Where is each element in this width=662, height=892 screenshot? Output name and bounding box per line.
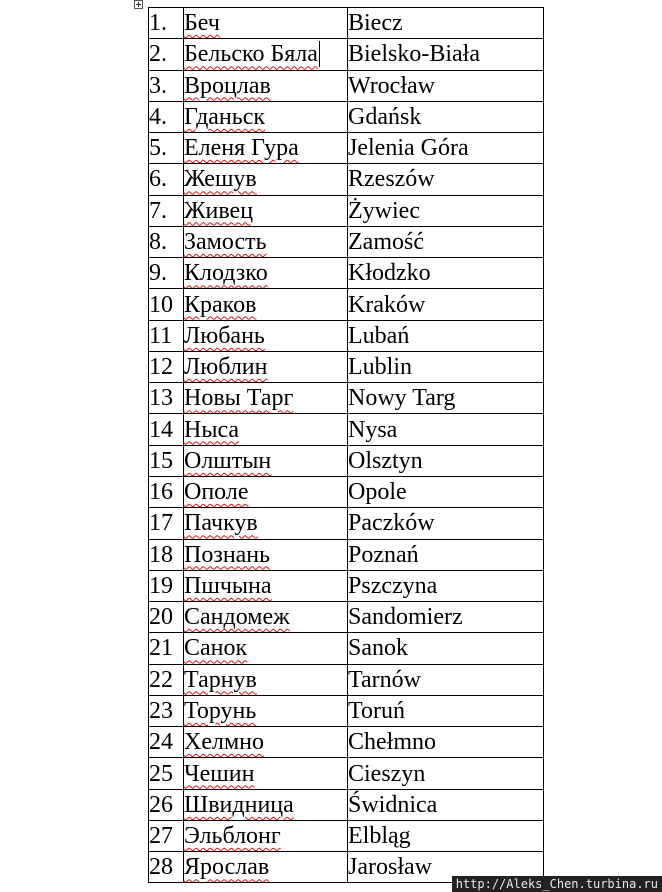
table-row	[149, 570, 544, 601]
row-number: 18	[149, 539, 184, 570]
row-number: 22	[149, 664, 184, 695]
russian-name: Бельско Бяла	[184, 41, 318, 68]
russian-name-cell[interactable]	[184, 789, 348, 820]
row-number: 15	[149, 445, 184, 476]
polish-name[interactable]: Lubań	[348, 320, 544, 351]
russian-name: Клодзко	[184, 260, 268, 287]
table-row	[149, 8, 544, 39]
polish-name[interactable]: Wrocław	[348, 70, 544, 101]
russian-name-cell[interactable]	[184, 476, 348, 507]
text-cursor	[319, 41, 320, 67]
russian-name: Олштын	[184, 447, 272, 474]
row-number: 23	[149, 695, 184, 726]
table-row	[149, 414, 544, 445]
russian-name: Познань	[184, 541, 271, 568]
polish-name[interactable]: Jelenia Góra	[348, 133, 544, 164]
russian-name: Швидница	[184, 791, 294, 818]
polish-name[interactable]: Kłodzko	[348, 258, 544, 289]
row-number: 2.	[149, 39, 184, 70]
polish-name[interactable]: Cieszyn	[348, 758, 544, 789]
row-number: 13	[149, 383, 184, 414]
russian-name: Беч	[184, 10, 220, 37]
russian-name-cell[interactable]	[184, 8, 348, 39]
russian-name: Пшчына	[184, 572, 272, 599]
table-row	[149, 195, 544, 226]
polish-name[interactable]: Poznań	[348, 539, 544, 570]
row-number: 24	[149, 727, 184, 758]
polish-name[interactable]: Gdańsk	[348, 101, 544, 132]
table-body	[149, 8, 544, 883]
russian-name: Хелмно	[184, 729, 264, 756]
table-row	[149, 226, 544, 257]
russian-name: Пачкув	[184, 510, 258, 537]
russian-name-cell[interactable]	[184, 695, 348, 726]
russian-name-cell[interactable]	[184, 70, 348, 101]
polish-name[interactable]: Bielsko-Biała	[348, 39, 544, 70]
row-number: 19	[149, 570, 184, 601]
table-row	[149, 101, 544, 132]
russian-name: Еленя Гура	[184, 135, 299, 162]
polish-name[interactable]: Elbląg	[348, 820, 544, 851]
table-row	[149, 164, 544, 195]
russian-name-cell[interactable]	[184, 445, 348, 476]
row-number: 12	[149, 351, 184, 382]
russian-name: Торунь	[184, 697, 257, 724]
row-number: 9.	[149, 258, 184, 289]
polish-name[interactable]: Świdnica	[348, 789, 544, 820]
row-number: 11	[149, 320, 184, 351]
russian-name-cell[interactable]	[184, 351, 348, 382]
table-row	[149, 289, 544, 320]
russian-name: Любань	[184, 322, 265, 349]
polish-name[interactable]: Chełmno	[348, 727, 544, 758]
table-row	[149, 789, 544, 820]
table-row	[149, 664, 544, 695]
russian-name-cell[interactable]	[184, 320, 348, 351]
russian-name: Сандомеж	[184, 604, 290, 631]
row-number: 26	[149, 789, 184, 820]
polish-name[interactable]: Opole	[348, 476, 544, 507]
row-number: 28	[149, 852, 184, 883]
table-row	[149, 633, 544, 664]
polish-name[interactable]: Olsztyn	[348, 445, 544, 476]
russian-name: Чешин	[184, 760, 255, 787]
table-row	[149, 727, 544, 758]
russian-name: Ополе	[184, 479, 249, 506]
polish-name[interactable]: Zamość	[348, 226, 544, 257]
table-move-handle-icon[interactable]	[134, 0, 143, 9]
table-row	[149, 758, 544, 789]
polish-name[interactable]: Lublin	[348, 351, 544, 382]
table-row	[149, 602, 544, 633]
russian-name-cell[interactable]	[184, 289, 348, 320]
table-row	[149, 39, 544, 70]
russian-name: Новы Тарг	[184, 385, 294, 412]
row-number: 21	[149, 633, 184, 664]
table-row	[149, 476, 544, 507]
watermark: http://Aleks_Chen.turbina.ru	[452, 876, 662, 892]
row-number: 20	[149, 602, 184, 633]
polish-name[interactable]: Sandomierz	[348, 602, 544, 633]
polish-name[interactable]: Żywiec	[348, 195, 544, 226]
row-number: 10	[149, 289, 184, 320]
russian-name: Гданьск	[184, 103, 266, 130]
row-number: 6.	[149, 164, 184, 195]
russian-name: Ярослав	[184, 854, 270, 881]
russian-name: Замость	[184, 228, 267, 255]
russian-name-cell[interactable]	[184, 226, 348, 257]
russian-name-cell[interactable]	[184, 195, 348, 226]
polish-name[interactable]: Paczków	[348, 508, 544, 539]
russian-name: Живец	[184, 197, 254, 224]
russian-name-cell[interactable]	[184, 602, 348, 633]
row-number: 17	[149, 508, 184, 539]
polish-name[interactable]: Sanok	[348, 633, 544, 664]
table-row	[149, 258, 544, 289]
polish-name[interactable]: Pszczyna	[348, 570, 544, 601]
russian-name-cell[interactable]	[184, 164, 348, 195]
table-row	[149, 820, 544, 851]
russian-name: Ныса	[184, 416, 240, 443]
polish-name[interactable]: Toruń	[348, 695, 544, 726]
polish-name[interactable]: Biecz	[348, 8, 544, 39]
russian-name-cell[interactable]	[184, 570, 348, 601]
row-number: 27	[149, 820, 184, 851]
russian-name-cell[interactable]	[184, 133, 348, 164]
table-row	[149, 383, 544, 414]
polish-name[interactable]: Kraków	[348, 289, 544, 320]
russian-name: Тарнув	[184, 666, 257, 693]
russian-name-cell[interactable]	[184, 101, 348, 132]
table-row	[149, 320, 544, 351]
table-row	[149, 539, 544, 570]
table-row	[149, 70, 544, 101]
russian-name-cell[interactable]	[184, 383, 348, 414]
russian-name-cell[interactable]	[184, 664, 348, 695]
row-number: 3.	[149, 70, 184, 101]
row-number: 4.	[149, 101, 184, 132]
row-number: 8.	[149, 226, 184, 257]
table-row	[149, 445, 544, 476]
polish-name[interactable]: Rzeszów	[348, 164, 544, 195]
russian-name-cell[interactable]	[184, 539, 348, 570]
russian-name-cell[interactable]	[184, 758, 348, 789]
russian-name: Санок	[184, 635, 248, 662]
russian-name: Жешув	[184, 166, 257, 193]
row-number: 1.	[149, 8, 184, 39]
russian-name-cell[interactable]	[184, 727, 348, 758]
row-number: 14	[149, 414, 184, 445]
russian-name-cell[interactable]	[184, 633, 348, 664]
russian-name-cell[interactable]	[184, 414, 348, 445]
table-row	[149, 695, 544, 726]
russian-name: Краков	[184, 291, 257, 318]
polish-name[interactable]: Nowy Targ	[348, 383, 544, 414]
russian-name: Вроцлав	[184, 72, 271, 99]
russian-name-cell[interactable]	[184, 508, 348, 539]
russian-name-cell[interactable]	[184, 39, 348, 70]
row-number: 25	[149, 758, 184, 789]
russian-name: Эльблонг	[184, 823, 281, 850]
table-row	[149, 508, 544, 539]
row-number: 5.	[149, 133, 184, 164]
polish-name[interactable]: Nysa	[348, 414, 544, 445]
polish-name[interactable]: Jarosław	[348, 852, 544, 883]
russian-name-cell[interactable]	[184, 852, 348, 883]
russian-name: Люблин	[184, 354, 268, 381]
polish-name[interactable]: Tarnów	[348, 664, 544, 695]
city-names-table	[148, 7, 544, 883]
table-row	[149, 133, 544, 164]
table-row	[149, 351, 544, 382]
row-number: 7.	[149, 195, 184, 226]
russian-name-cell[interactable]	[184, 820, 348, 851]
row-number: 16	[149, 476, 184, 507]
russian-name-cell[interactable]	[184, 258, 348, 289]
